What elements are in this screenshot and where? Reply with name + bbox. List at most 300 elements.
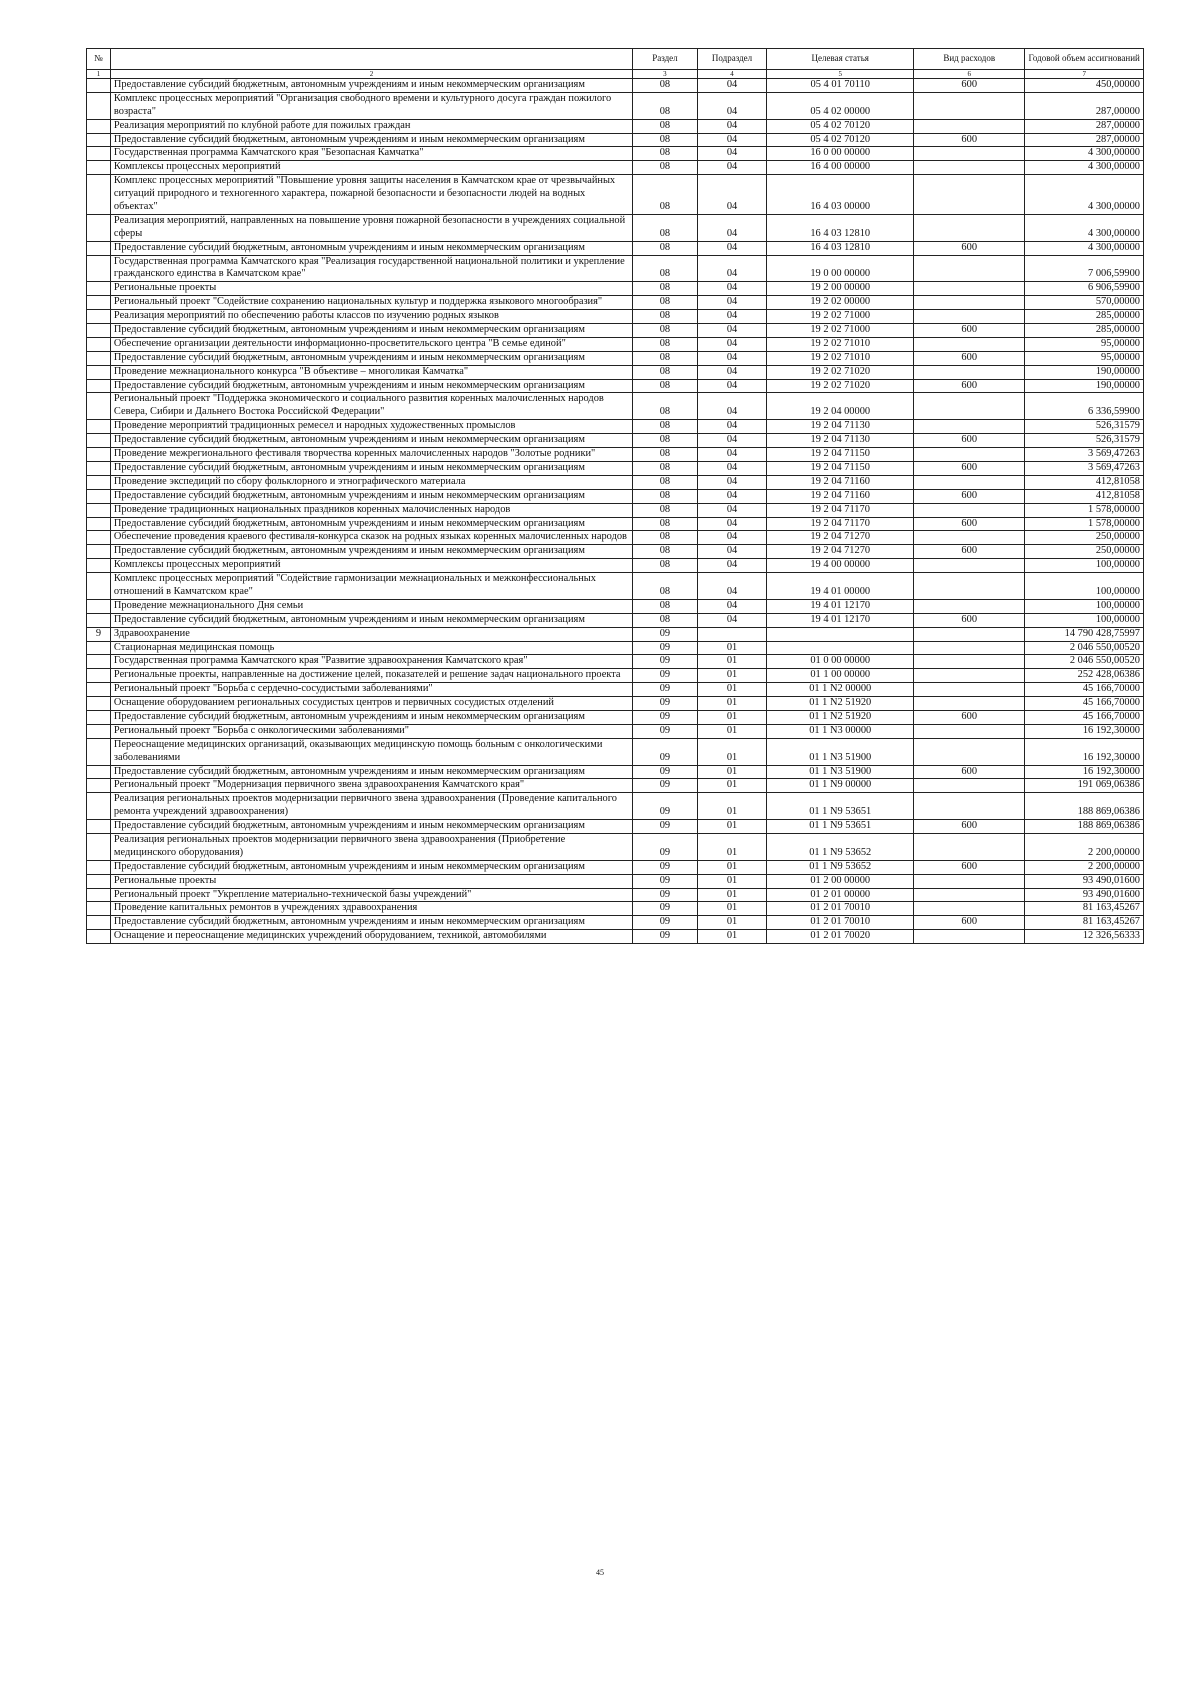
cell-number — [87, 793, 111, 820]
cell-section: 08 — [633, 324, 698, 338]
cell-subsection: 04 — [697, 461, 767, 475]
cell-expense-type — [914, 92, 1025, 119]
cell-target-article: 19 4 00 00000 — [767, 559, 914, 573]
cell-number — [87, 393, 111, 420]
cell-section: 08 — [633, 310, 698, 324]
table-row — [87, 324, 1144, 338]
cell-section: 09 — [633, 683, 698, 697]
cell-amount: 285,00000 — [1025, 324, 1144, 338]
cell-section: 09 — [633, 902, 698, 916]
cell-section: 09 — [633, 930, 698, 944]
cell-amount: 7 006,59900 — [1025, 255, 1144, 282]
cell-expense-type: 600 — [914, 860, 1025, 874]
cell-name: Предоставление субсидий бюджетным, автономным учреждениям и иным некоммерческим организациям — [110, 613, 632, 627]
page-number: 45 — [596, 1568, 604, 1577]
cell-expense-type: 600 — [914, 765, 1025, 779]
cell-subsection: 04 — [697, 324, 767, 338]
cell-expense-type: 600 — [914, 613, 1025, 627]
cell-subsection: 04 — [697, 351, 767, 365]
cell-name: Региональный проект "Борьба с онкологическими заболеваниями" — [110, 724, 632, 738]
cell-expense-type — [914, 738, 1025, 765]
cell-number — [87, 379, 111, 393]
table-row — [87, 255, 1144, 282]
header-row — [87, 49, 1144, 70]
cell-subsection: 04 — [697, 489, 767, 503]
table-row — [87, 916, 1144, 930]
cell-amount: 3 569,47263 — [1025, 461, 1144, 475]
cell-section: 08 — [633, 613, 698, 627]
table-row — [87, 448, 1144, 462]
cell-section: 09 — [633, 710, 698, 724]
cell-amount: 16 192,30000 — [1025, 765, 1144, 779]
cell-target-article: 16 4 03 12810 — [767, 214, 914, 241]
cell-name: Проведение межнационального конкурса "В объективе – многоликая Камчатка" — [110, 365, 632, 379]
cell-name: Проведение межрегионального фестиваля творчества коренных малочисленных народов "Золотые родники" — [110, 448, 632, 462]
cell-target-article: 01 1 N3 00000 — [767, 724, 914, 738]
column-number: 6 — [914, 70, 1025, 79]
table-row — [87, 697, 1144, 711]
cell-name: Реализация региональных проектов модернизации первичного звена здравоохранения (Приобретение медицинского оборудования) — [110, 833, 632, 860]
cell-subsection: 01 — [697, 683, 767, 697]
cell-name: Предоставление субсидий бюджетным, автономным учреждениям и иным некоммерческим организациям — [110, 916, 632, 930]
cell-target-article: 19 4 01 12170 — [767, 599, 914, 613]
cell-amount: 2 046 550,00520 — [1025, 641, 1144, 655]
cell-number — [87, 337, 111, 351]
cell-subsection: 04 — [697, 517, 767, 531]
table-row — [87, 282, 1144, 296]
cell-target-article: 19 2 04 00000 — [767, 393, 914, 420]
cell-expense-type — [914, 296, 1025, 310]
cell-target-article: 16 4 03 12810 — [767, 241, 914, 255]
cell-name: Здравоохранение — [110, 627, 632, 641]
cell-number — [87, 503, 111, 517]
cell-name: Проведение межнационального Дня семьи — [110, 599, 632, 613]
cell-expense-type — [914, 559, 1025, 573]
cell-target-article: 19 2 04 71130 — [767, 434, 914, 448]
cell-target-article — [767, 627, 914, 641]
cell-amount: 14 790 428,75997 — [1025, 627, 1144, 641]
cell-name: Реализация мероприятий по обеспечению работы классов по изучению родных языков — [110, 310, 632, 324]
cell-section: 08 — [633, 420, 698, 434]
cell-amount: 190,00000 — [1025, 379, 1144, 393]
cell-expense-type — [914, 161, 1025, 175]
cell-name: Комплекс процессных мероприятий "Организация свободного времени и культурного досуга граждан пожилого возраста" — [110, 92, 632, 119]
cell-subsection: 04 — [697, 393, 767, 420]
cell-expense-type — [914, 337, 1025, 351]
cell-amount: 16 192,30000 — [1025, 738, 1144, 765]
cell-name: Предоставление субсидий бюджетным, автономным учреждениям и иным некоммерческим организациям — [110, 379, 632, 393]
cell-expense-type — [914, 874, 1025, 888]
cell-subsection: 01 — [697, 710, 767, 724]
cell-expense-type: 600 — [914, 434, 1025, 448]
cell-subsection: 04 — [697, 119, 767, 133]
cell-amount: 45 166,70000 — [1025, 683, 1144, 697]
cell-amount: 6 336,59900 — [1025, 393, 1144, 420]
cell-name: Региональные проекты — [110, 282, 632, 296]
cell-subsection: 04 — [697, 531, 767, 545]
cell-expense-type — [914, 503, 1025, 517]
cell-expense-type: 600 — [914, 820, 1025, 834]
cell-section: 08 — [633, 545, 698, 559]
cell-subsection: 04 — [697, 214, 767, 241]
cell-target-article: 01 0 00 00000 — [767, 655, 914, 669]
cell-amount: 287,00000 — [1025, 119, 1144, 133]
cell-name: Предоставление субсидий бюджетным, автономным учреждениям и иным некоммерческим организациям — [110, 461, 632, 475]
cell-amount: 2 046 550,00520 — [1025, 655, 1144, 669]
cell-target-article: 01 1 00 00000 — [767, 669, 914, 683]
cell-name: Региональные проекты, направленные на достижение целей, показателей и решение задач национального проекта — [110, 669, 632, 683]
cell-expense-type: 600 — [914, 916, 1025, 930]
cell-amount: 2 200,00000 — [1025, 860, 1144, 874]
budget-table-sheet — [86, 48, 1144, 944]
cell-subsection: 04 — [697, 161, 767, 175]
cell-name: Предоставление субсидий бюджетным, автономным учреждениям и иным некоммерческим организациям — [110, 820, 632, 834]
cell-target-article: 05 4 02 70120 — [767, 133, 914, 147]
cell-section: 08 — [633, 119, 698, 133]
budget-allocation-table — [86, 48, 1144, 944]
cell-section: 09 — [633, 793, 698, 820]
cell-subsection: 01 — [697, 779, 767, 793]
cell-name: Региональный проект "Борьба с сердечно-сосудистыми заболеваниями" — [110, 683, 632, 697]
table-row — [87, 874, 1144, 888]
table-row — [87, 79, 1144, 93]
cell-name: Комплексы процессных мероприятий — [110, 559, 632, 573]
cell-expense-type — [914, 779, 1025, 793]
cell-expense-type: 600 — [914, 710, 1025, 724]
cell-section: 08 — [633, 255, 698, 282]
cell-name: Предоставление субсидий бюджетным, автономным учреждениям и иным некоммерческим организациям — [110, 710, 632, 724]
cell-amount: 45 166,70000 — [1025, 697, 1144, 711]
cell-amount: 570,00000 — [1025, 296, 1144, 310]
cell-amount: 287,00000 — [1025, 92, 1144, 119]
cell-target-article: 05 4 01 70110 — [767, 79, 914, 93]
cell-name: Региональный проект "Укрепление материально-технической базы учреждений" — [110, 888, 632, 902]
cell-target-article: 01 1 N9 53652 — [767, 833, 914, 860]
cell-number — [87, 724, 111, 738]
cell-expense-type — [914, 420, 1025, 434]
cell-amount: 190,00000 — [1025, 365, 1144, 379]
cell-expense-type: 600 — [914, 545, 1025, 559]
cell-section: 08 — [633, 475, 698, 489]
cell-section: 09 — [633, 697, 698, 711]
cell-amount: 4 300,00000 — [1025, 175, 1144, 215]
table-row — [87, 860, 1144, 874]
header-subsection: Подраздел — [697, 49, 767, 70]
cell-amount: 4 300,00000 — [1025, 241, 1144, 255]
cell-expense-type — [914, 531, 1025, 545]
cell-section: 09 — [633, 833, 698, 860]
cell-number — [87, 461, 111, 475]
table-row — [87, 214, 1144, 241]
cell-section: 08 — [633, 379, 698, 393]
cell-subsection: 04 — [697, 434, 767, 448]
cell-name: Предоставление субсидий бюджетным, автономным учреждениям и иным некоммерческим организациям — [110, 860, 632, 874]
cell-number — [87, 133, 111, 147]
cell-number — [87, 147, 111, 161]
table-row — [87, 779, 1144, 793]
cell-number — [87, 119, 111, 133]
cell-expense-type — [914, 119, 1025, 133]
cell-target-article: 01 1 N3 51900 — [767, 765, 914, 779]
cell-name: Региональный проект "Модернизация первичного звена здравоохранения Камчатского края" — [110, 779, 632, 793]
cell-expense-type — [914, 147, 1025, 161]
table-row — [87, 710, 1144, 724]
table-row — [87, 161, 1144, 175]
cell-number — [87, 683, 111, 697]
table-row — [87, 241, 1144, 255]
cell-section: 09 — [633, 779, 698, 793]
cell-target-article: 19 2 04 71270 — [767, 545, 914, 559]
cell-amount: 3 569,47263 — [1025, 448, 1144, 462]
cell-target-article: 01 2 01 70010 — [767, 916, 914, 930]
cell-subsection: 01 — [697, 738, 767, 765]
cell-amount: 1 578,00000 — [1025, 517, 1144, 531]
cell-amount: 2 200,00000 — [1025, 833, 1144, 860]
cell-subsection: 04 — [697, 379, 767, 393]
cell-amount: 16 192,30000 — [1025, 724, 1144, 738]
cell-target-article: 01 2 01 70020 — [767, 930, 914, 944]
cell-subsection: 04 — [697, 448, 767, 462]
cell-amount: 4 300,00000 — [1025, 147, 1144, 161]
cell-section: 08 — [633, 161, 698, 175]
cell-name: Реализация мероприятий, направленных на повышение уровня пожарной безопасности в учреждениях социальной сферы — [110, 214, 632, 241]
cell-number — [87, 351, 111, 365]
cell-subsection: 01 — [697, 930, 767, 944]
cell-section: 09 — [633, 655, 698, 669]
cell-expense-type — [914, 627, 1025, 641]
cell-target-article: 19 4 01 12170 — [767, 613, 914, 627]
cell-name: Проведение мероприятий традиционных ремесел и народных художественных промыслов — [110, 420, 632, 434]
header-name — [110, 49, 632, 70]
cell-amount: 287,00000 — [1025, 133, 1144, 147]
table-row — [87, 92, 1144, 119]
cell-target-article: 19 2 04 71150 — [767, 461, 914, 475]
cell-section: 09 — [633, 888, 698, 902]
cell-number — [87, 296, 111, 310]
cell-expense-type: 600 — [914, 489, 1025, 503]
cell-target-article: 05 4 02 70120 — [767, 119, 914, 133]
cell-number — [87, 559, 111, 573]
header-column-numbers-row — [87, 70, 1144, 79]
cell-name: Комплекс процессных мероприятий "Повышение уровня защиты населения в Камчатском крае от чрезвычайных ситуаций природного и техногенного характера, пожарной безопасности и безопасности людей на водных объектах" — [110, 175, 632, 215]
cell-amount: 100,00000 — [1025, 613, 1144, 627]
header-expense-type: Вид расходов — [914, 49, 1025, 70]
cell-name: Оснащение оборудованием региональных сосудистых центров и первичных сосудистых отделений — [110, 697, 632, 711]
table-row — [87, 337, 1144, 351]
cell-target-article: 19 2 04 71270 — [767, 531, 914, 545]
cell-section: 08 — [633, 559, 698, 573]
cell-expense-type: 600 — [914, 461, 1025, 475]
cell-target-article: 19 2 04 71170 — [767, 517, 914, 531]
cell-section: 09 — [633, 738, 698, 765]
cell-number — [87, 420, 111, 434]
cell-section: 09 — [633, 916, 698, 930]
cell-subsection: 01 — [697, 697, 767, 711]
cell-target-article: 19 2 04 71160 — [767, 475, 914, 489]
cell-subsection: 04 — [697, 147, 767, 161]
cell-subsection: 04 — [697, 545, 767, 559]
cell-section: 09 — [633, 641, 698, 655]
cell-section: 08 — [633, 531, 698, 545]
cell-expense-type — [914, 669, 1025, 683]
cell-subsection: 04 — [697, 175, 767, 215]
cell-amount: 6 906,59900 — [1025, 282, 1144, 296]
cell-subsection: 01 — [697, 669, 767, 683]
cell-target-article: 01 2 01 00000 — [767, 888, 914, 902]
cell-target-article: 01 1 N2 00000 — [767, 683, 914, 697]
cell-number — [87, 324, 111, 338]
cell-number — [87, 860, 111, 874]
table-row — [87, 175, 1144, 215]
cell-subsection: 01 — [697, 765, 767, 779]
cell-target-article: 19 2 02 71010 — [767, 351, 914, 365]
cell-expense-type — [914, 641, 1025, 655]
cell-number — [87, 641, 111, 655]
cell-expense-type: 600 — [914, 324, 1025, 338]
cell-amount: 526,31579 — [1025, 434, 1144, 448]
cell-number — [87, 282, 111, 296]
cell-target-article: 05 4 02 00000 — [767, 92, 914, 119]
cell-subsection: 01 — [697, 916, 767, 930]
cell-number — [87, 434, 111, 448]
cell-expense-type — [914, 175, 1025, 215]
cell-section: 08 — [633, 434, 698, 448]
cell-number — [87, 161, 111, 175]
table-row — [87, 475, 1144, 489]
cell-subsection: 01 — [697, 833, 767, 860]
cell-expense-type: 600 — [914, 133, 1025, 147]
cell-expense-type — [914, 282, 1025, 296]
cell-name: Реализация региональных проектов модернизации первичного звена здравоохранения (Проведение капитального ремонта учреждений здравоохранения) — [110, 793, 632, 820]
cell-section: 09 — [633, 765, 698, 779]
cell-subsection: 04 — [697, 475, 767, 489]
cell-amount: 412,81058 — [1025, 489, 1144, 503]
table-row — [87, 930, 1144, 944]
cell-name: Предоставление субсидий бюджетным, автономным учреждениям и иным некоммерческим организациям — [110, 765, 632, 779]
cell-number — [87, 888, 111, 902]
cell-name: Предоставление субсидий бюджетным, автономным учреждениям и иным некоммерческим организациям — [110, 434, 632, 448]
cell-target-article: 01 1 N2 51920 — [767, 697, 914, 711]
cell-expense-type — [914, 448, 1025, 462]
cell-number — [87, 874, 111, 888]
cell-number — [87, 902, 111, 916]
cell-expense-type: 600 — [914, 241, 1025, 255]
cell-expense-type: 600 — [914, 379, 1025, 393]
cell-target-article: 16 4 00 00000 — [767, 161, 914, 175]
cell-section: 08 — [633, 503, 698, 517]
cell-name: Обеспечение организации деятельности информационно-просветительского центра "В семье единой" — [110, 337, 632, 351]
cell-amount: 450,00000 — [1025, 79, 1144, 93]
column-number: 3 — [633, 70, 698, 79]
cell-name: Государственная программа Камчатского края "Безопасная Камчатка" — [110, 147, 632, 161]
cell-number — [87, 820, 111, 834]
cell-name: Региональные проекты — [110, 874, 632, 888]
cell-section: 08 — [633, 296, 698, 310]
table-row — [87, 503, 1144, 517]
cell-target-article — [767, 641, 914, 655]
cell-amount: 100,00000 — [1025, 599, 1144, 613]
cell-subsection: 01 — [697, 888, 767, 902]
table-row — [87, 573, 1144, 600]
cell-section: 08 — [633, 351, 698, 365]
cell-name: Оснащение и переоснащение медицинских учреждений оборудованием, техникой, автомобилями — [110, 930, 632, 944]
cell-amount: 412,81058 — [1025, 475, 1144, 489]
cell-target-article: 19 2 04 71160 — [767, 489, 914, 503]
cell-amount: 250,00000 — [1025, 531, 1144, 545]
cell-section: 08 — [633, 337, 698, 351]
table-row — [87, 531, 1144, 545]
table-row — [87, 738, 1144, 765]
cell-target-article: 01 1 N3 51900 — [767, 738, 914, 765]
cell-number — [87, 697, 111, 711]
cell-name: Переоснащение медицинских организаций, оказывающих медицинскую помощь больным с онкологическими заболеваниями — [110, 738, 632, 765]
cell-amount: 100,00000 — [1025, 573, 1144, 600]
cell-subsection: 04 — [697, 133, 767, 147]
header-number: № — [87, 49, 111, 70]
cell-section: 08 — [633, 79, 698, 93]
cell-subsection: 01 — [697, 874, 767, 888]
cell-target-article: 19 2 02 00000 — [767, 296, 914, 310]
cell-amount: 93 490,01600 — [1025, 888, 1144, 902]
cell-expense-type — [914, 365, 1025, 379]
cell-number — [87, 175, 111, 215]
cell-subsection: 01 — [697, 820, 767, 834]
cell-target-article: 19 2 02 71000 — [767, 324, 914, 338]
cell-number — [87, 599, 111, 613]
cell-amount: 45 166,70000 — [1025, 710, 1144, 724]
cell-target-article: 19 2 02 71020 — [767, 365, 914, 379]
cell-number — [87, 765, 111, 779]
cell-section: 08 — [633, 573, 698, 600]
table-row — [87, 434, 1144, 448]
cell-subsection: 01 — [697, 655, 767, 669]
cell-number — [87, 710, 111, 724]
cell-section: 08 — [633, 175, 698, 215]
cell-number — [87, 475, 111, 489]
table-row — [87, 545, 1144, 559]
cell-target-article: 01 2 00 00000 — [767, 874, 914, 888]
cell-name: Региональный проект "Поддержка экономического и социального развития коренных малочисленных народов Севера, Сибири и Дальнего Востока Российской Федерации" — [110, 393, 632, 420]
cell-subsection: 04 — [697, 92, 767, 119]
cell-target-article: 19 4 01 00000 — [767, 573, 914, 600]
cell-number — [87, 365, 111, 379]
cell-name: Государственная программа Камчатского края "Реализация государственной национальной политики и укрепление гражданского единства в Камчатском крае" — [110, 255, 632, 282]
cell-expense-type — [914, 724, 1025, 738]
table-row — [87, 820, 1144, 834]
table-body — [87, 79, 1144, 944]
cell-section: 08 — [633, 214, 698, 241]
cell-section: 08 — [633, 448, 698, 462]
cell-number: 9 — [87, 627, 111, 641]
table-row — [87, 683, 1144, 697]
cell-subsection: 04 — [697, 573, 767, 600]
table-row — [87, 296, 1144, 310]
cell-expense-type — [914, 393, 1025, 420]
cell-expense-type — [914, 475, 1025, 489]
cell-expense-type — [914, 697, 1025, 711]
cell-name: Предоставление субсидий бюджетным, автономным учреждениям и иным некоммерческим организациям — [110, 489, 632, 503]
cell-subsection: 04 — [697, 365, 767, 379]
cell-subsection: 04 — [697, 79, 767, 93]
cell-target-article: 19 2 02 71000 — [767, 310, 914, 324]
cell-subsection: 04 — [697, 282, 767, 296]
cell-expense-type — [914, 683, 1025, 697]
header-section: Раздел — [633, 49, 698, 70]
cell-expense-type — [914, 930, 1025, 944]
column-number: 2 — [110, 70, 632, 79]
cell-section: 08 — [633, 461, 698, 475]
cell-section: 09 — [633, 627, 698, 641]
